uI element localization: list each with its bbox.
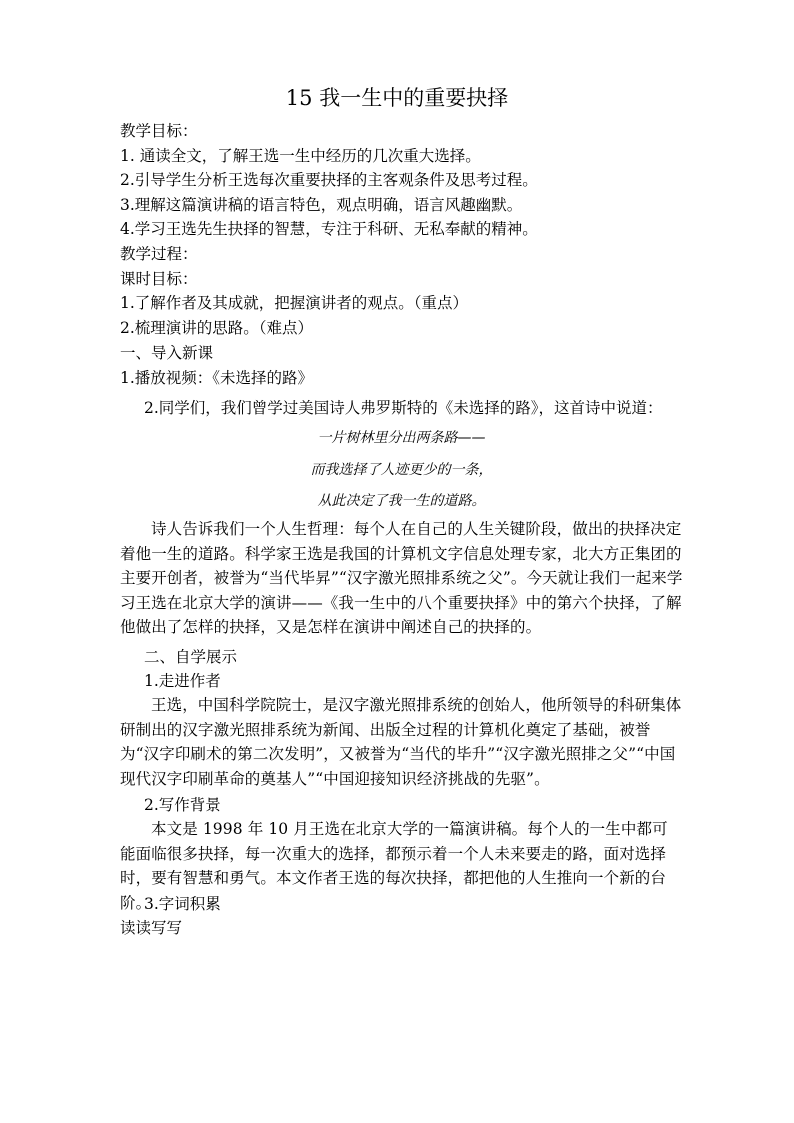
- poem-line-1: 一片树林里分出两条路——: [317, 430, 486, 446]
- section2-heading: 二、自学展示: [144, 648, 238, 666]
- lesson-goal-item-1: 1.了解作者及其成就，把握演讲者的观点。（重点）: [120, 294, 469, 312]
- lesson-goal-item-2: 2.梳理演讲的思路。（难点）: [120, 319, 314, 337]
- author-paragraph: 王选，中国科学院院士，是汉字激光照排系统的创始人，他所领导的科研集体研制出的汉字激光照排系统为新闻、出版全过程的计算机化奠定了基础，被誉为“汉字印刷术的第二次发明”，又被誉为“当代的毕升”“汉字激光照排之父”“中国现代汉字印刷革命的奠基人”“中国迎接知识经济挑战的先驱”。: [120, 696, 682, 788]
- process-heading: 教学过程：: [120, 245, 198, 263]
- section1-step-2: 2.同学们，我们曾学过美国诗人弗罗斯特的《未选择的路》，这首诗中说道：: [144, 399, 663, 417]
- section1-heading: 一、导入新课: [120, 344, 214, 362]
- intro-paragraph: 诗人告诉我们一个人生哲理：每个人在自己的人生关键阶段，做出的抉择决定着他一生的道路。科学家王选是我国的计算机文字信息处理专家，北大方正集团的主要开创者，被誉为“当代毕昇”“汉字激光照排系统之父”。今天就让我们一起来学习王选在北京大学的演讲——《我一生中的八个重要抉择》中的第六个抉择，了解他做出了怎样的抉择，又是怎样在演讲中阐述自己的抉择的。: [120, 520, 683, 637]
- poem-line-3: 从此决定了我一生的道路。: [317, 493, 486, 509]
- objective-item-1: 1. 通读全文，了解王选一生中经历的几次重大选择。: [120, 147, 481, 165]
- document-title: 15 我一生中的重要抉择: [285, 86, 509, 110]
- background-heading: 2.写作背景: [144, 796, 221, 814]
- lesson-goals-heading: 课时目标：: [120, 270, 198, 288]
- objectives-heading: 教学目标：: [120, 122, 198, 140]
- objective-item-4: 4.学习王选先生抉择的智慧，专注于科研、无私奉献的精神。: [120, 220, 538, 238]
- words-subheading: 读读写写: [120, 919, 183, 937]
- author-heading: 1.走进作者: [144, 672, 221, 690]
- objective-item-3: 3.理解这篇演讲稿的语言特色，观点明确，语言风趣幽默。: [120, 196, 523, 214]
- words-heading: 3.字词积累: [144, 895, 221, 913]
- background-paragraph: 本文是 1998 年 10 月王选在北京大学的一篇演讲稿。每个人的一生中都可能面临很多抉择，每一次重大的选择，都预示着一个人未来要走的路，面对选择时，要有智慧和勇气。本文作者王选的每次抉择，都把他的人生推向一个新的台阶。: [120, 820, 668, 912]
- objective-item-2: 2.引导学生分析王选每次重要抉择的主客观条件及思考过程。: [120, 171, 538, 189]
- section1-step-1: 1.播放视频：《未选择的路》: [120, 369, 314, 387]
- poem-line-2: 而我选择了人迹更少的一条，: [310, 462, 493, 478]
